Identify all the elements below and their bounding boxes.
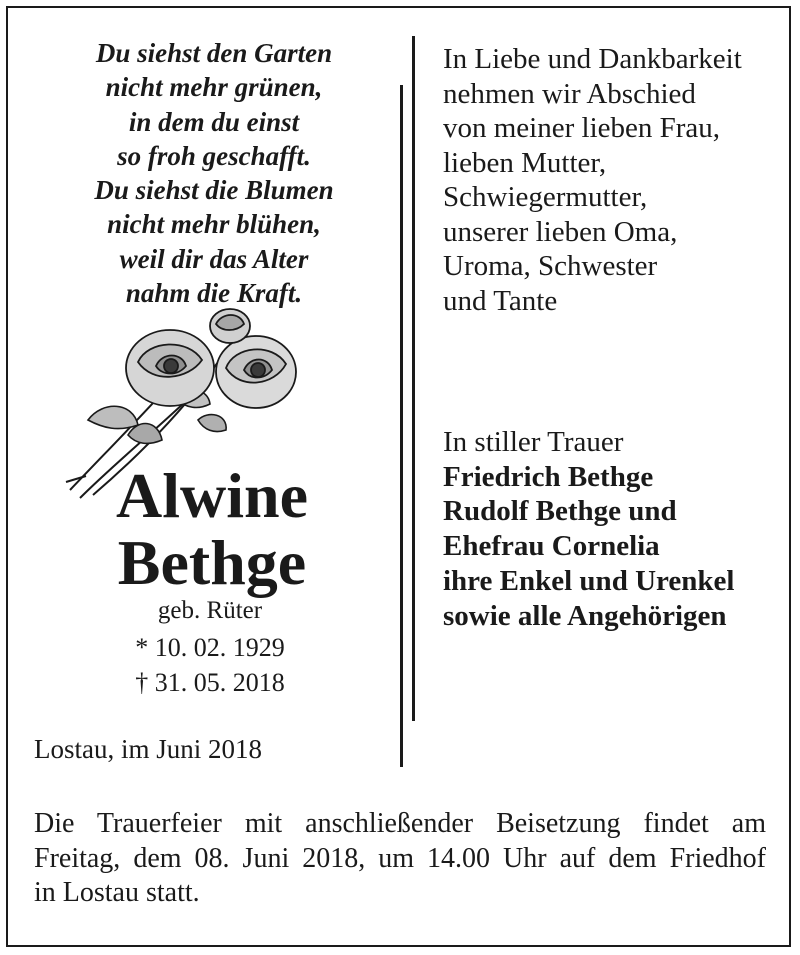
poem-line: in dem du einst (128, 106, 300, 137)
poem (24, 36, 404, 310)
funeral-notice (34, 807, 766, 911)
funeral-line: in Lostau statt. (34, 877, 200, 908)
farewell-line: lieben Mutter, (443, 146, 607, 179)
mourners-block (443, 425, 734, 633)
poem-line: weil dir das Alter (119, 243, 309, 274)
deceased-last-name: Bethge (117, 527, 307, 598)
poem-line: Du siehst die Blumen (94, 175, 334, 206)
poem-line: nicht mehr blühen, (107, 209, 321, 240)
column-divider-upper (412, 36, 415, 721)
birth-name: geb. Rüter (157, 597, 263, 624)
mourner-name: Rudolf Bethge und (443, 495, 677, 528)
place-date: Lostau, im Juni 2018 (34, 734, 262, 764)
farewell-line: Schwiegermutter, (443, 181, 648, 213)
mourner-name: Friedrich Bethge (443, 460, 654, 493)
poem-line: nicht mehr grünen, (105, 72, 323, 103)
mourner-name: Ehefrau Cornelia (443, 530, 660, 563)
farewell-line: unserer lieben Oma, (443, 215, 678, 248)
poem-line: Du siehst den Garten (95, 38, 333, 68)
column-divider-lower (400, 85, 403, 767)
funeral-line: Die Trauerfeier mit anschließender Beisetzung findet am (34, 808, 766, 839)
farewell-line: von meiner lieben Frau, (443, 112, 721, 144)
poem-line: so froh geschafft. (117, 140, 311, 171)
mourners-intro: In stiller Trauer (443, 426, 624, 458)
mourner-name: ihre Enkel und Urenkel (443, 564, 735, 597)
farewell-line: Uroma, Schwester (443, 250, 658, 282)
birth-date: * 10. 02. 1929 (135, 633, 285, 662)
funeral-line: Freitag, dem 08. Juni 2018, um 14.00 Uhr auf dem Friedhof (34, 842, 766, 874)
poem-line: nahm die Kraft. (125, 278, 303, 309)
farewell-line: und Tante (443, 284, 558, 317)
mourner-name: sowie alle Angehörigen (443, 599, 727, 632)
death-date: † 31. 05. 2018 (135, 668, 285, 697)
farewell-line: nehmen wir Abschied (443, 77, 696, 110)
deceased-first-name: Alwine (116, 460, 308, 531)
farewell-text (443, 42, 742, 318)
farewell-line: In Liebe und Dankbarkeit (443, 43, 742, 75)
